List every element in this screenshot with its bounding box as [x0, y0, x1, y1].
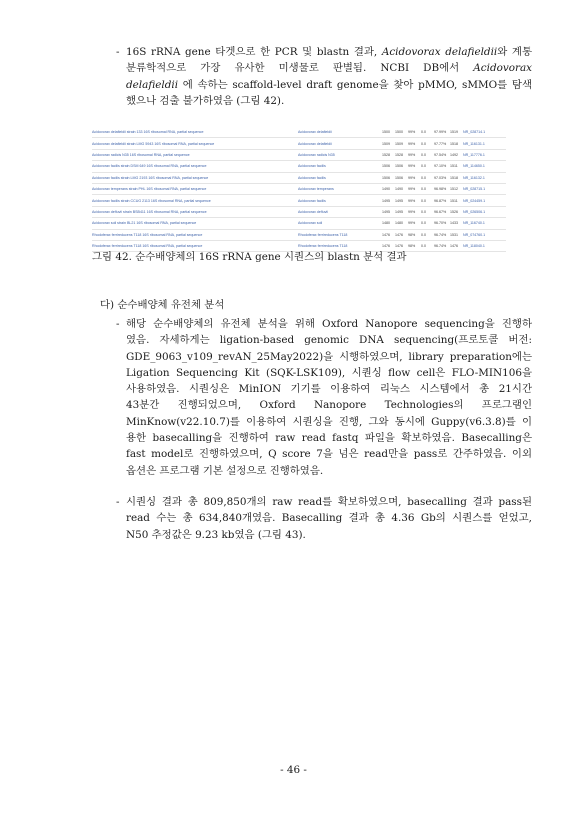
- blast-results-table: [92, 127, 506, 252]
- intro-line-3: delafieldii 에 속하는 scaffold-level draft genome을 찾아 pMMO, sMMO를 탐색: [126, 78, 532, 91]
- blast-e-value: 0.0: [421, 187, 426, 192]
- p1-line: 였음. 자세하게는 ligation-based genomic DNA sequencing(프로토콜 버전:: [126, 334, 532, 347]
- blast-scientific-name[interactable]: Rhodoferax ferrireducens T118: [298, 244, 348, 249]
- blast-e-value: 0.0: [421, 198, 426, 203]
- p1-line: Ligation Sequencing Kit (SQK-LSK109), 시퀀싱 flow cell은 FLO-MIN106을: [126, 366, 532, 379]
- blast-row: [92, 138, 506, 149]
- blast-query-cover: 99%: [408, 209, 416, 214]
- blast-acc-length: 1518: [450, 175, 458, 180]
- p1-line: 사용하였음. 시퀀싱은 MinION 기기를 이용하여 리눅스 시스템에서 총 21시간: [126, 383, 532, 396]
- blast-row: [92, 230, 506, 241]
- blast-row: [92, 127, 506, 138]
- blast-query-cover: 99%: [408, 164, 416, 169]
- blast-total-score: 1495: [395, 209, 403, 214]
- blast-accession-link[interactable]: NR_116740.1: [463, 221, 485, 226]
- p2-line: read 수는 총 634,840개였음. Basecalling 결과 총 4.36 Gb의 시퀀스를 얻었고,: [126, 512, 532, 525]
- intro-line-2: 분류학적으로 가장 유사한 미생물로 판별됨. NCBI DB에서 Acidovorax: [126, 62, 532, 75]
- blast-accession-link[interactable]: NR_028715.1: [463, 187, 486, 192]
- blast-description-link[interactable]: Rhodoferax ferrireducens T118 16S ribosomal RNA, partial sequence: [92, 232, 203, 237]
- blast-max-score: 1490: [382, 187, 390, 192]
- blast-total-score: 1495: [395, 198, 403, 203]
- section-heading: 다) 순수배양체 유전체 분석: [100, 299, 225, 311]
- blast-total-score: 1476: [395, 244, 403, 249]
- intro-paragraph: [126, 44, 532, 109]
- p1-line: fast model로 진행하였으며, Q score 7을 넘은 read만을 pass로 간주하였음. 이외: [126, 448, 532, 461]
- blast-row: [92, 150, 506, 161]
- p1-line: 용한 basecalling을 진행하여 raw read fastq 파일을 확보하였음. Basecalling은: [126, 432, 532, 445]
- blast-percent-identity: 97.77%: [434, 141, 447, 146]
- blast-query-cover: 99%: [408, 130, 416, 135]
- blast-description-link[interactable]: Acidovorax facilis strain LMG 2193 16S ribosomal RNA, partial sequence: [92, 175, 209, 180]
- blast-description-link[interactable]: Acidovorax delafieldii strain LMG 5943 16S ribosomal RNA, partial sequence: [92, 141, 215, 146]
- blast-accession-link[interactable]: NR_116131.1: [463, 141, 485, 146]
- p1-line: GDE_9063_v109_revAN_25May2022)을 시행하였으며, library preparation에는: [126, 350, 532, 363]
- blast-query-cover: 98%: [408, 244, 416, 249]
- blast-e-value: 0.0: [421, 130, 426, 135]
- blast-description-link[interactable]: Acidovorax facilis strain CCUG 2113 16S ribosomal RNA, partial sequence: [92, 198, 211, 203]
- blast-total-score: 1528: [395, 152, 403, 157]
- blast-query-cover: 98%: [408, 232, 416, 237]
- blast-e-value: 0.0: [421, 164, 426, 169]
- blast-acc-length: 1519: [450, 130, 458, 135]
- blast-scientific-name[interactable]: Acidovorax defluvii: [298, 209, 328, 214]
- blast-acc-length: 1526: [450, 209, 458, 214]
- blast-acc-length: 1512: [450, 187, 458, 192]
- blast-max-score: 1495: [382, 209, 390, 214]
- blast-scientific-name[interactable]: Acidovorax facilis: [298, 198, 326, 203]
- blast-e-value: 0.0: [421, 175, 426, 180]
- p2-line: 시퀀싱 결과 총 809,850개의 raw read를 확보하였으며, basecalling 결과 pass된: [126, 496, 532, 508]
- blast-accession-link[interactable]: NR_028714.1: [463, 130, 486, 135]
- blast-e-value: 0.0: [421, 244, 426, 249]
- blast-acc-length: 1433: [450, 221, 458, 226]
- blast-total-score: 1476: [395, 232, 403, 237]
- blast-query-cover: 99%: [408, 198, 416, 203]
- blast-percent-identity: 96.74%: [434, 232, 447, 237]
- p2-line: N50 추정값은 9.23 kb였음 (그림 43).: [126, 528, 306, 541]
- blast-acc-length: 1518: [450, 141, 458, 146]
- blast-accession-link[interactable]: NR_024459.1: [463, 198, 486, 203]
- blast-description-link[interactable]: Acidovorax radicis N35 16S ribosomal RNA, partial sequence: [92, 152, 190, 157]
- blast-acc-length: 1511: [450, 198, 458, 203]
- blast-description-link[interactable]: Acidovorax soli strain BL21 16S ribosomal RNA, partial sequence: [92, 221, 197, 226]
- blast-accession-link[interactable]: NR_026506.1: [463, 209, 486, 214]
- p1-bullet: -: [116, 318, 120, 330]
- figure-caption: 그림 42. 순수배양체의 16S rRNA gene 시퀀스의 blastn 분석 결과: [92, 251, 407, 263]
- blast-max-score: 1528: [382, 152, 390, 157]
- blast-description-link[interactable]: Acidovorax delafieldii strain 133 16S ribosomal RNA, partial sequence: [92, 130, 204, 135]
- blast-accession-link[interactable]: NR_116132.1: [463, 175, 485, 180]
- blast-scientific-name[interactable]: Acidovorax facilis: [298, 164, 326, 169]
- paragraph-sequencing-method: [126, 316, 532, 479]
- blast-row: [92, 218, 506, 229]
- blast-query-cover: 99%: [408, 187, 416, 192]
- p2-bullet: -: [116, 496, 120, 508]
- blast-acc-length: 1476: [450, 244, 458, 249]
- blast-percent-identity: 97.03%: [434, 175, 447, 180]
- blast-description-link[interactable]: Acidovorax facilis strain DSM 649 16S ribosomal RNA, partial sequence: [92, 164, 207, 169]
- blast-total-score: 1509: [395, 141, 403, 146]
- blast-acc-length: 1492: [450, 152, 458, 157]
- blast-max-score: 1495: [382, 198, 390, 203]
- blast-scientific-name[interactable]: Acidovorax delafieldii: [298, 130, 332, 135]
- blast-percent-identity: 97.99%: [434, 130, 447, 135]
- blast-max-score: 1506: [382, 175, 390, 180]
- blast-max-score: 1509: [382, 141, 390, 146]
- blast-max-score: 1480: [382, 221, 390, 226]
- blast-percent-identity: 96.67%: [434, 209, 447, 214]
- blast-scientific-name[interactable]: Acidovorax temperans: [298, 187, 334, 192]
- blast-percent-identity: 96.98%: [434, 187, 447, 192]
- blast-scientific-name[interactable]: Rhodoferax ferrireducens T118: [298, 232, 348, 237]
- blast-acc-length: 1511: [450, 164, 458, 169]
- blast-scientific-name[interactable]: Acidovorax facilis: [298, 175, 326, 180]
- paragraph-sequencing-results: [126, 494, 532, 543]
- blast-query-cover: 99%: [408, 141, 416, 146]
- blast-max-score: 1476: [382, 232, 390, 237]
- blast-row: [92, 173, 506, 184]
- blast-max-score: 1476: [382, 244, 390, 249]
- blast-e-value: 0.0: [421, 221, 426, 226]
- blast-percent-identity: 96.70%: [434, 221, 447, 226]
- intro-line-1: 16S rRNA gene 타겟으로 한 PCR 및 blastn 결과, Acidovorax delafieldii와 계통: [126, 46, 532, 58]
- blast-scientific-name[interactable]: Acidovorax delafieldii: [298, 141, 332, 146]
- blast-total-score: 1506: [395, 175, 403, 180]
- blast-scientific-name[interactable]: Acidovorax radicis N35: [298, 152, 335, 157]
- blast-acc-length: 1531: [450, 232, 458, 237]
- blast-row: [92, 161, 506, 172]
- blast-total-score: 1506: [395, 164, 403, 169]
- blast-e-value: 0.0: [421, 141, 426, 146]
- blast-accession-link[interactable]: NR_114650.1: [463, 164, 485, 169]
- p1-line: 옵션은 프로그램 기본 설정으로 진행하였음.: [126, 464, 324, 477]
- p1-line: 해당 순수배양체의 유전체 분석을 위해 Oxford Nanopore sequencing을 진행하: [126, 318, 532, 330]
- blast-total-score: 1490: [395, 187, 403, 192]
- page-number: - 46 -: [280, 764, 307, 776]
- blast-percent-identity: 96.74%: [434, 244, 447, 249]
- p1-line: MinKnow(v22.10.7)를 이용하여 시퀀싱을 진행, 그와 동시에 Guppy(v6.3.8)를 이: [126, 415, 532, 428]
- blast-query-cover: 99%: [408, 175, 416, 180]
- blast-e-value: 0.0: [421, 209, 426, 214]
- blast-e-value: 0.0: [421, 232, 426, 237]
- blast-accession-link[interactable]: NR_117776.1: [463, 152, 485, 157]
- blast-description-link[interactable]: Acidovorax temperans strain PHL 16S ribosomal RNA, partial sequence: [92, 187, 207, 192]
- intro-line-4: 했으나 검출 불가하였음 (그림 42).: [126, 94, 285, 107]
- blast-percent-identity: 96.87%: [434, 198, 447, 203]
- blast-description-link[interactable]: Acidovorax defluvii strain BSB411 16S ribosomal RNA, partial sequence: [92, 209, 207, 214]
- blast-row: [92, 207, 506, 218]
- blast-max-score: 1506: [382, 164, 390, 169]
- blast-percent-identity: 97.54%: [434, 152, 447, 157]
- blast-accession-link[interactable]: NR_118040.1: [463, 244, 485, 249]
- blast-accession-link[interactable]: NR_074760.1: [463, 232, 486, 237]
- blast-description-link[interactable]: Rhodoferax ferrireducens T118 16S ribosomal RNA, partial sequence: [92, 244, 203, 249]
- blast-max-score: 1500: [382, 130, 390, 135]
- blast-row: [92, 195, 506, 206]
- blast-total-score: 1480: [395, 221, 403, 226]
- blast-total-score: 1500: [395, 130, 403, 135]
- blast-e-value: 0.0: [421, 152, 426, 157]
- blast-query-cover: 99%: [408, 221, 416, 226]
- intro-bullet: -: [116, 46, 120, 58]
- blast-percent-identity: 97.10%: [434, 164, 447, 169]
- blast-scientific-name[interactable]: Acidovorax soli: [298, 221, 323, 226]
- blast-query-cover: 99%: [408, 152, 416, 157]
- blast-row: [92, 184, 506, 195]
- p1-line: 43분간 진행되었으며, Oxford Nanopore Technologies의 프로그램인: [126, 399, 532, 412]
